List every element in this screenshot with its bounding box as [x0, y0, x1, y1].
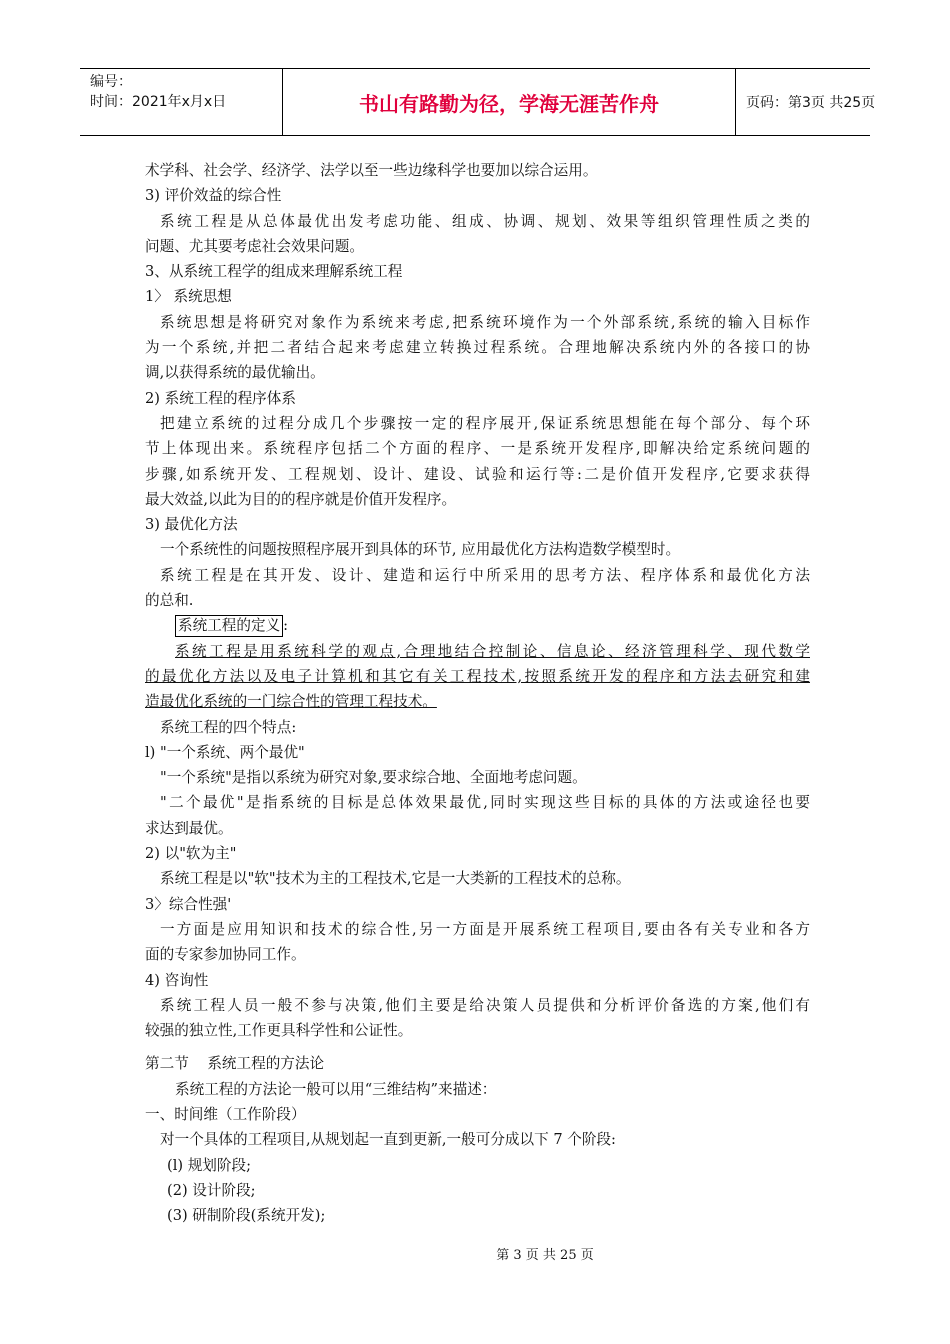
text-line: 系统思想是将研究对象作为系统来考虑,把系统环境作为一个外部系统,系统的输入目标作 [160, 313, 810, 331]
definition-text: 的最优化方法以及电子计算机和其它有关工程技术,按照系统开发的程序和方法去研究和建 [145, 667, 810, 685]
text-line: "一个系统"是指以系统为研究对象,要求综合地、全面地考虑问题。 [160, 769, 587, 787]
item-heading: 3) 评价效益的综合性 [145, 187, 282, 205]
text-line: 求达到最优。 [145, 819, 233, 837]
document-number-label: 编号： [90, 74, 132, 90]
text-line: 最大效益,以此为目的的程序就是价值开发程序。 [145, 490, 457, 508]
document-body [145, 158, 810, 1228]
text-line: 调,以获得系统的最优输出。 [145, 364, 325, 382]
list-item: (l) 规划阶段; [167, 1156, 251, 1174]
header-motto: 书山有路勤为径，学海无涯苦作舟 [282, 69, 736, 135]
text-line: 系统工程的方法论一般可以用“三维结构”来描述： [175, 1080, 497, 1098]
text-line: 步骤,如系统开发、工程规划、设计、建设、试验和运行等:二是价值开发程序,它要求获得 [145, 465, 810, 483]
text-line: 系统工程是从总体最优出发考虑功能、组成、协调、规划、效果等组织管理性质之类的 [160, 212, 810, 230]
item-heading: 1〉 系统思想 [145, 288, 232, 306]
item-heading: 2) 以"软为主" [145, 845, 237, 863]
document-time-label: 时间：2021年x月x日 [90, 94, 227, 110]
section-heading: 3、从系统工程学的组成来理解系统工程 [145, 263, 403, 281]
paragraph-gap [145, 1043, 810, 1051]
item-heading: 3) 最优化方法 [145, 516, 238, 534]
item-heading: 2) 系统工程的程序体系 [145, 389, 296, 407]
item-heading: l) "一个系统、两个最优" [145, 743, 305, 761]
definition-text-line [145, 689, 810, 714]
text-line: 为一个系统,并把二者结合起来考虑建立转换过程系统。合理地解决系统内外的各接口的协 [145, 339, 810, 357]
page-header [80, 68, 876, 136]
text-line: 系统工程人员一般不参与决策,他们主要是给决策人员提供和分析评价备选的方案,他们有 [160, 996, 810, 1014]
text-line: 术学科、社会学、经济学、法学以至一些边缘科学也要加以综合运用。 [145, 162, 598, 179]
text-line: 对一个具体的工程项目,从规划起一直到更新,一般可分成以下 7 个阶段: [160, 1131, 616, 1149]
definition-colon: : [283, 617, 289, 635]
list-item: (3) 研制阶段(系统开发); [167, 1207, 326, 1225]
text-line: 系统工程是以"软"技术为主的工程技术,它是一大类新的工程技术的总称。 [160, 870, 631, 888]
text-line: 的总和. [145, 592, 194, 610]
item-heading: 3〉综合性强' [145, 895, 232, 913]
list-item: (2) 设计阶段; [167, 1181, 256, 1199]
text-line: 面的专家参加协同工作。 [145, 946, 306, 964]
text-line: 系统工程是在其开发、设计、建造和运行中所采用的思考方法、程序体系和最优化方法 [160, 566, 810, 584]
text-line: 问题、尤其要考虑社会效果问题。 [145, 237, 364, 255]
text-line: 把建立系统的过程分成几个步骤按一定的程序展开,保证系统思想能在每个部分、每个环 [160, 414, 810, 432]
text-line: 节上体现出来。系统程序包括二个方面的程序、一是系统开发程序,即解决给定系统问题的 [145, 440, 810, 458]
header-page-info: 页码：第3页 共25页 [746, 95, 876, 111]
text-line: 一方面是应用知识和技术的综合性,另一方面是开展系统工程项目,要由各有关专业和各方 [160, 920, 810, 938]
definition-text: 系统工程是用系统科学的观点,合理地结合控制论、信息论、经济管理科学、现代数学 [175, 642, 810, 660]
definition-heading-line [145, 613, 810, 638]
text-line: 一个系统性的问题按照程序展开到具体的环节, 应用最优化方法构造数学模型时。 [160, 541, 681, 559]
section-heading: 一、时间维（工作阶段） [145, 1105, 306, 1123]
header-left-cell [80, 69, 282, 135]
text-line: 系统工程的四个特点: [160, 718, 297, 736]
page-footer: 第 3 页 共 25 页 [496, 1248, 594, 1263]
item-heading: 4) 咨询性 [145, 971, 209, 989]
definition-text: 造最优化系统的一门综合性的管理工程技术。 [145, 693, 437, 711]
text-line: 较强的独立性,工作更具科学性和公证性。 [145, 1022, 413, 1040]
text-line: "二个最优"是指系统的目标是总体效果最优,同时实现这些目标的具体的方法或途径也要 [160, 794, 810, 812]
definition-box: 系统工程的定义 [175, 615, 283, 637]
chapter-section-heading: 第二节 系统工程的方法论 [145, 1055, 325, 1073]
